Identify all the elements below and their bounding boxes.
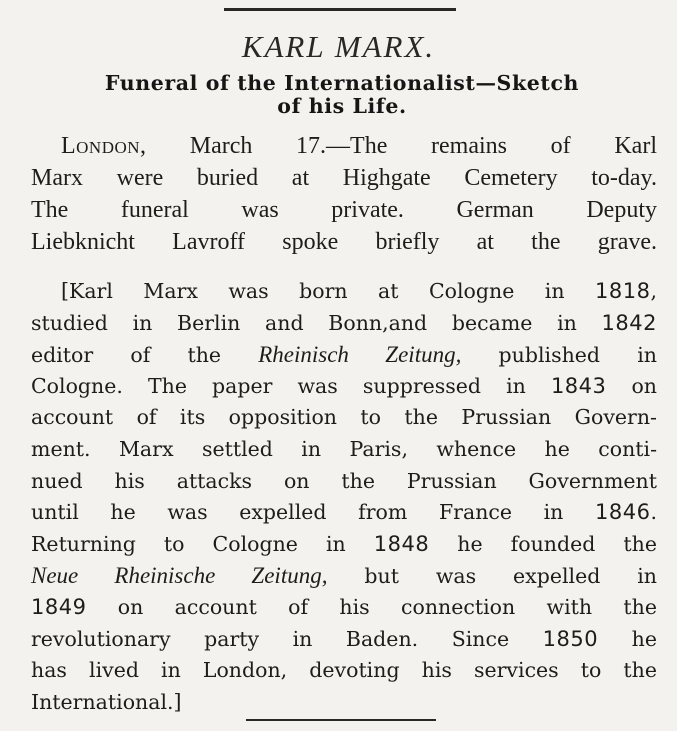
paragraph-line <box>31 276 657 308</box>
subheadline-line: Funeral of the Internationalist—Sketch <box>104 71 580 95</box>
paragraph-line <box>31 497 657 529</box>
paragraph-line: account of its opposition to the Prussian Govern- <box>31 405 657 430</box>
year: 1846 <box>595 500 651 525</box>
paragraph-line <box>31 339 657 371</box>
text-run: on account of his connection with the <box>86 594 657 619</box>
paragraph-line: Liebknicht Lavroff spoke briefly at the grave. <box>31 229 657 255</box>
dateline-text: , March 17.—The remains of Karl <box>140 133 657 159</box>
text-run: he <box>598 626 657 651</box>
text-run: , <box>650 279 657 303</box>
text-run: but was expelled in <box>327 564 657 589</box>
bottom-rule <box>246 719 436 721</box>
year: 1843 <box>550 373 607 398</box>
headline: KARL MARX. <box>241 29 436 64</box>
paragraph-line: Marx were buried at Highgate Cemetery to-day. <box>31 165 657 191</box>
paragraph-line <box>31 529 657 561</box>
text-run: [Karl Marx was born at Cologne in <box>61 279 596 303</box>
text-run: revolutionary party in Baden. Since <box>31 626 543 651</box>
text-run: . <box>650 500 657 525</box>
paragraph-line: ment. Marx settled in Paris, whence he conti- <box>31 436 657 461</box>
year: 1818 <box>595 279 651 303</box>
year: 1850 <box>542 626 599 651</box>
biography-paragraph <box>31 276 657 718</box>
paragraph-line: The funeral was private. German Deputy <box>31 197 657 223</box>
text-run: on <box>606 373 657 398</box>
text-run: he founded the <box>429 531 657 556</box>
year: 1842 <box>601 310 657 335</box>
text-run: Cologne. The paper was suppressed in <box>31 373 551 398</box>
paragraph-line <box>31 560 657 592</box>
text-run: Returning to Cologne in <box>31 531 374 556</box>
paragraph-line: International.] <box>31 689 182 714</box>
year: 1848 <box>373 531 430 556</box>
dispatch-paragraph <box>31 130 657 258</box>
paragraph-line <box>31 592 657 624</box>
text-run: studied in Berlin and Bonn,and became in <box>31 310 602 335</box>
text-run: until he was expelled from France in <box>31 500 596 525</box>
top-rule <box>224 8 456 11</box>
newspaper-name: Rheinisch Zeitung, <box>258 342 462 368</box>
dateline-place: London <box>61 133 141 159</box>
paragraph-line <box>31 624 657 656</box>
year: 1849 <box>31 594 87 619</box>
paragraph-line <box>31 308 657 340</box>
text-run: published in <box>461 343 657 368</box>
paragraph-line: nued his attacks on the Prussian Government <box>31 468 657 493</box>
paragraph-line <box>31 371 657 403</box>
text-run: editor of the <box>31 343 259 368</box>
subheadline <box>26 72 658 118</box>
paragraph-line: has lived in London, devoting his services to the <box>31 658 657 683</box>
newspaper-name: Neue Rheinische Zeitung, <box>31 563 328 589</box>
paragraph-line <box>31 130 657 162</box>
subheadline-line: of his Life. <box>277 94 407 118</box>
